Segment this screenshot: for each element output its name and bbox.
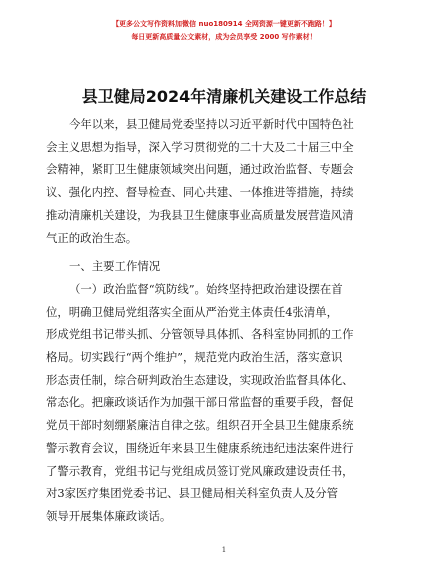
promo-banner-line-2: 每日更新高质量公文素材，成为会员享受 2000 写作素材！ [131,33,317,41]
document-body [46,113,402,528]
paragraph-line: 位，明确卫健局党组落实全面从严治党主体责任4张清单， [46,304,339,319]
paragraph-line: 气正的政治生态。 [46,230,138,245]
paragraph-line: 警示教育会议，围绕近年来县卫生健康系统违纪违法案件进行 [46,440,354,455]
paragraph-line: 形态责任制，综合研判政治生态建设，实现政治监督具体化、 [46,372,354,387]
paragraph-line: （一）政治监督“筑防线”。始终坚持把政治建设摆在首 [69,281,343,296]
paragraph-line: 常态化。把廉政谈话作为加强干部日常监督的重要手段，督促 [46,395,354,410]
paragraph-line: 对3家医疗集团党委书记、县卫健局相关科室负责人及分管 [46,486,339,501]
intro-paragraph [46,113,402,249]
paragraph-line: 党员干部时刻绷紧廉洁自律之弦。组织召开全县卫生健康系统 [46,418,354,433]
paragraph-line: 格局。切实践行“两个维护”，规范党内政治生活，落实意识 [46,350,343,365]
paragraph-line: 会精神，紧盯卫生健康领域突出问题，通过政治监督、专题会 [46,162,354,177]
paragraph-line: 形成党组书记带头抓、分管领导具体抓、各科室协同抓的工作 [46,327,354,342]
paragraph-line: 议、强化内控、督导检查、同心共建、一体推进等措施，持续 [46,185,354,200]
section-heading: 一、主要工作情况 [69,259,161,274]
promo-banner-line-1: 【更多公文写作资料加微信 nuo180914 全网资源一键更新不跑路！】 [112,20,336,28]
paragraph-line: 领导开展集体廉政谈话。 [46,508,172,523]
paragraph-line: 推动清廉机关建设，为我县卫生健康事业高质量发展营造风清 [46,207,354,222]
promo-banner [0,18,448,44]
page-number: 1 [221,546,227,554]
paragraph-line: 今年以来，县卫健局党委坚持以习近平新时代中国特色社 [69,117,354,131]
paragraph-line: 会主义思想为指导，深入学习贯彻党的二十大及二十届三中全 [46,139,354,154]
document-title: 县卫健局2024年清廉机关建设工作总结 [81,87,367,106]
subsection-paragraph [46,278,402,528]
paragraph-line: 了警示教育，党组书记与党组成员签订党风廉政建设责任书， [46,463,354,478]
